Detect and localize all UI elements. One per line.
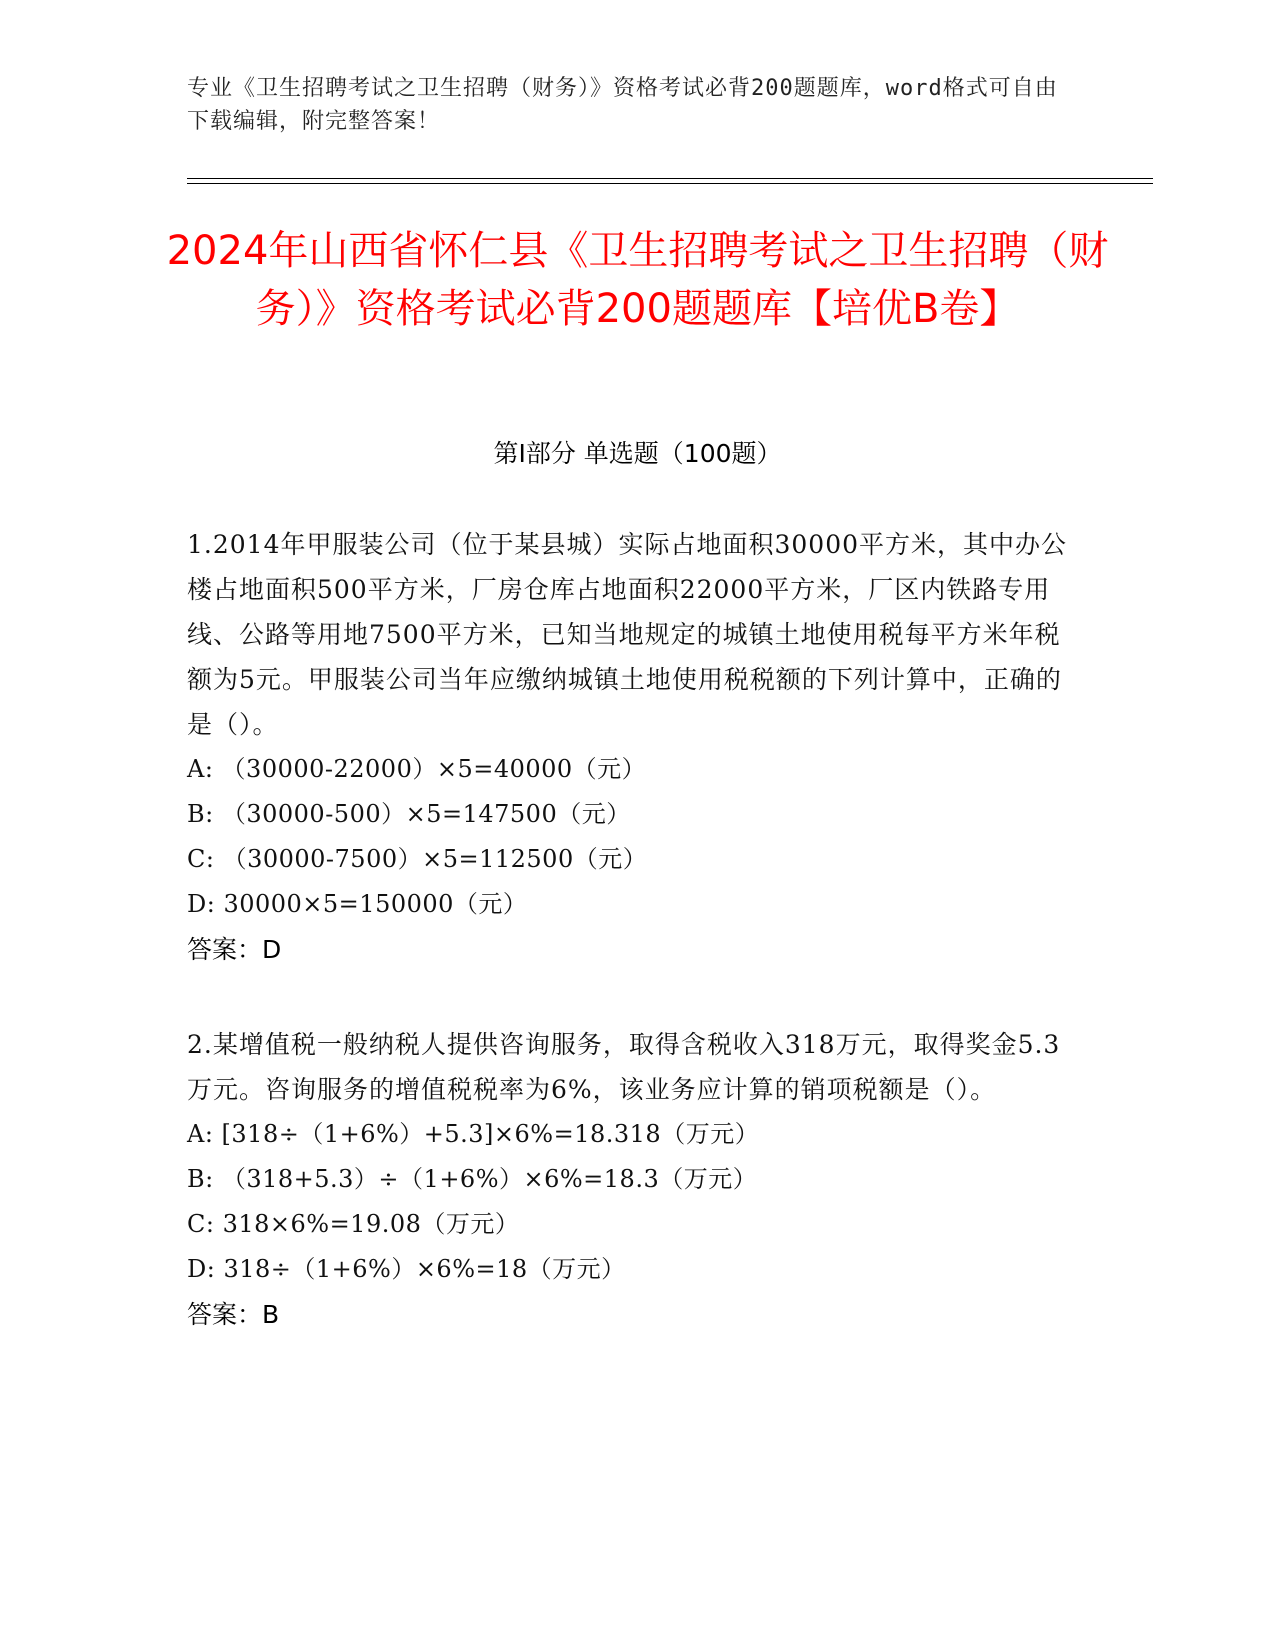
option-a: A: [318÷（1+6%）+5.3]×6%=18.318（万元） [187, 1120, 760, 1148]
option-d: D: 318÷（1+6%）×6%=18（万元） [187, 1255, 626, 1283]
option-d: D: 30000×5=150000（元） [187, 890, 528, 918]
answer: 答案：B [187, 1300, 280, 1329]
option-b: B: （318+5.3）÷（1+6%）×6%=18.3（万元） [187, 1165, 758, 1193]
header-note: 专业《卫生招聘考试之卫生招聘（财务）》资格考试必背200题题库，word格式可自由下载编辑，附完整答案！ [187, 76, 1058, 134]
question-2 [187, 1022, 1067, 1337]
option-b: B: （30000-500）×5=147500（元） [187, 800, 631, 828]
option-c: C: （30000-7500）×5=112500（元） [187, 845, 648, 873]
question-1 [187, 522, 1067, 972]
answer: 答案：D [187, 935, 282, 964]
document-title: 2024年山西省怀仁县《卫生招聘考试之卫生招聘（财务）》资格考试必背200题题库【培优B卷】 [166, 228, 1109, 332]
option-c: C: 318×6%=19.08（万元） [187, 1210, 520, 1238]
header-divider-bottom [187, 183, 1153, 184]
question-stem: 1.2014年甲服装公司（位于某县城）实际占地面积30000平方米，其中办公楼占地面积500平方米，厂房仓库占地面积22000平方米，厂区内铁路专用线、公路等用地7500平方米，已知当地规定的城镇土地使用税每平方米年税额为5元。甲服装公司当年应缴纳城镇土地使用税税额的下列计算中，正确的是（）。 [187, 530, 1068, 739]
header-divider-top [187, 178, 1153, 179]
question-stem: 2.某增值税一般纳税人提供咨询服务，取得含税收入318万元，取得奖金5.3万元。咨询服务的增值税税率为6%，该业务应计算的销项税额是（）。 [187, 1030, 1061, 1104]
option-a: A: （30000-22000）×5=40000（元） [187, 755, 647, 783]
section-title: 第I部分 单选题（100题） [493, 439, 782, 468]
